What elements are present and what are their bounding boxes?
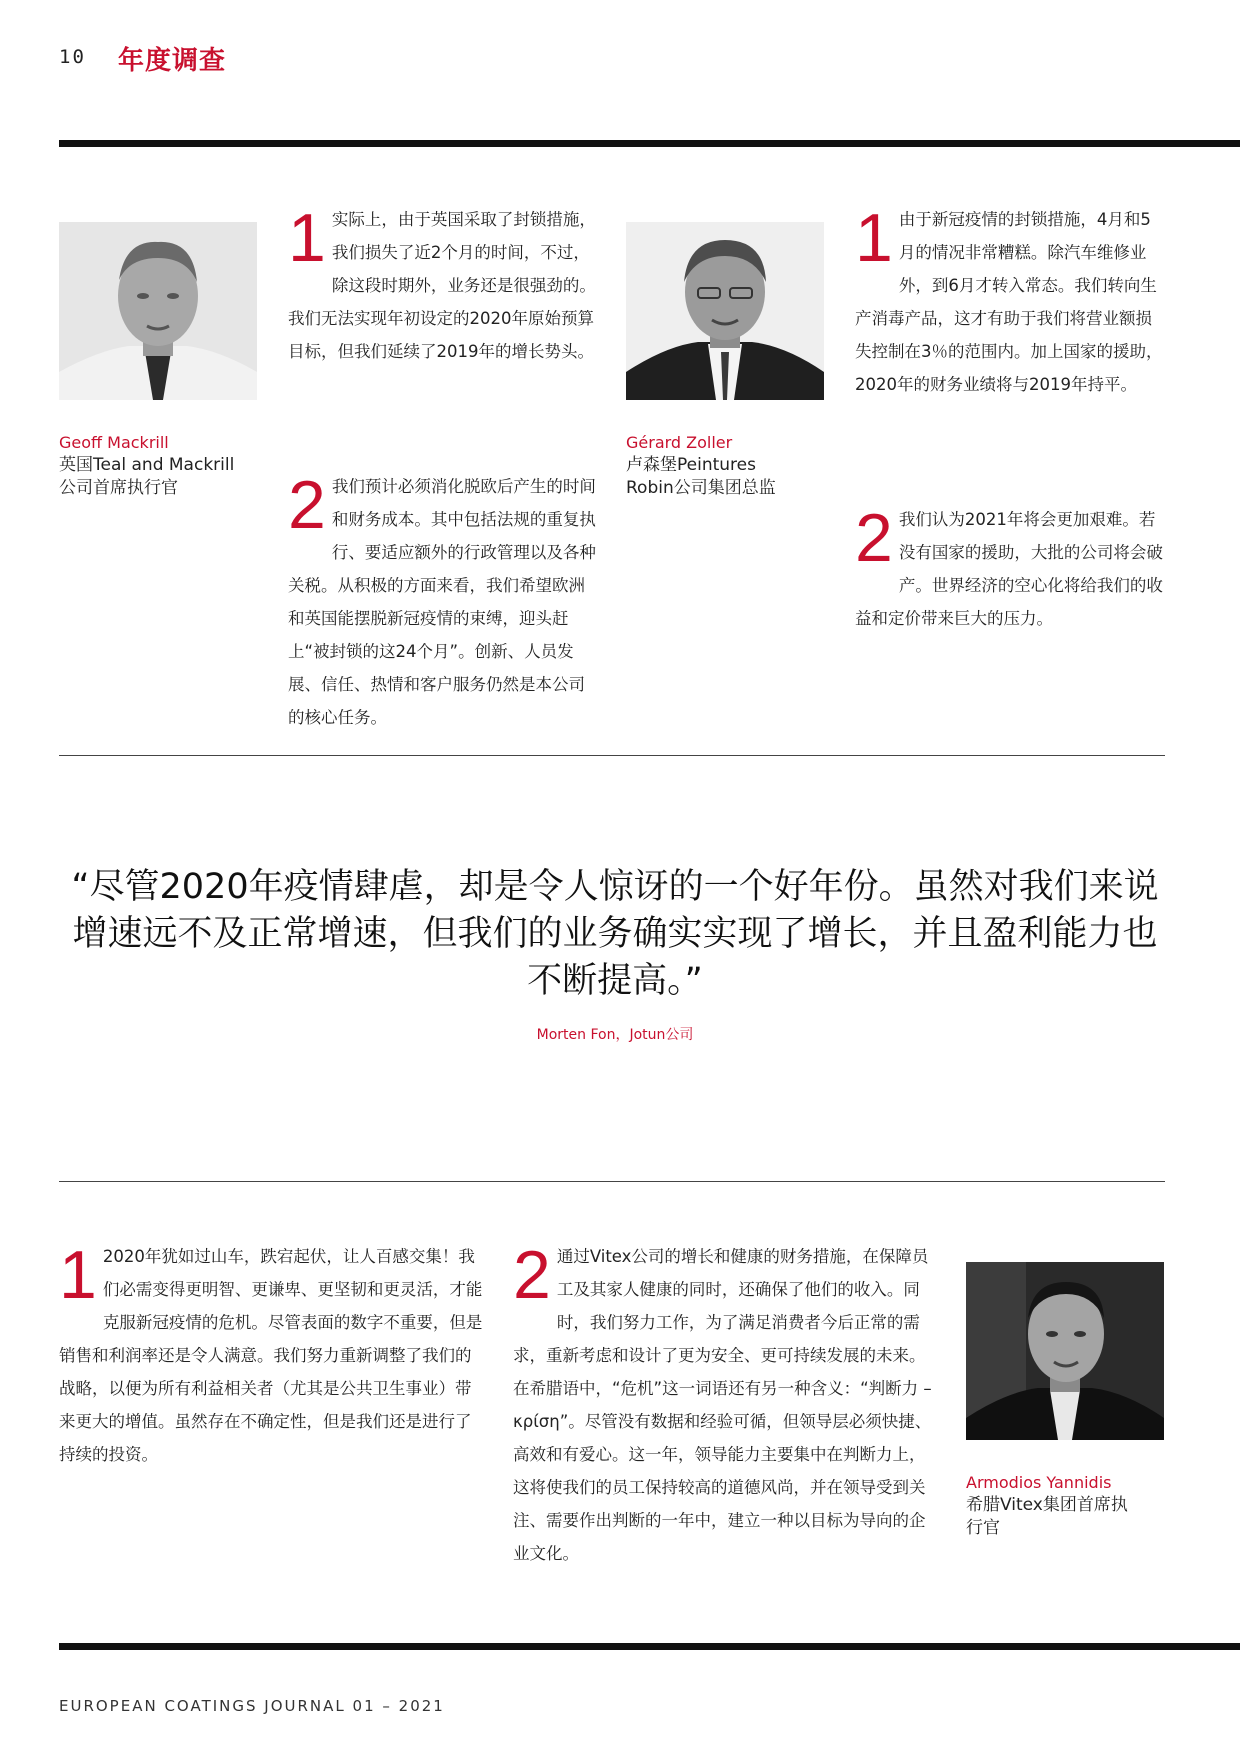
portrait-geoff-mackrill: [59, 222, 257, 400]
person-role: 行官: [966, 1518, 1000, 1538]
divider: [59, 755, 1165, 756]
answer-number: 1: [59, 1237, 97, 1313]
answer-number: 2: [855, 500, 893, 576]
person-role: Robin公司集团总监: [626, 478, 776, 498]
person-role: 希腊Vitex集团首席执: [966, 1495, 1128, 1515]
answer-block: [855, 500, 1165, 635]
person-role: 英国Teal and Mackrill: [59, 455, 235, 475]
top-rule: [59, 140, 1240, 147]
pull-quote: “尽管2020年疫情肆虐，却是令人惊讶的一个好年份。虽然对我们来说增速远不及正常增速，但我们的业务确实实现了增长，并且盈利能力也不断提高。”: [71, 867, 1159, 1001]
answer-text: 2020年犹如过山车，跌宕起伏，让人百感交集！我们必需变得更明智、更谦卑、更坚韧和更灵活，才能克服新冠疫情的危机。尽管表面的数字不重要，但是销售和利润率还是令人满意。我们努力重新调整了我们的战略，以便为所有利益相关者（尤其是公共卫生事业）带来更大的增值。虽然存在不确定性，但是我们还是进行了持续的投资。: [59, 1247, 483, 1464]
person-name: Gérard Zoller: [626, 433, 733, 452]
answer-block: [513, 1237, 941, 1570]
answer-number: 2: [288, 467, 326, 543]
journal-footer: EUROPEAN COATINGS JOURNAL 01 – 2021: [59, 1697, 445, 1715]
answer-text: 通过Vitex公司的增长和健康的财务措施，在保障员工及其家人健康的同时，还确保了他们的收入。同时，我们努力工作，为了满足消费者今后正常的需求，重新考虑和设计了更为安全、更可持续发展的未来。在希腊语中，“危机”这一词语还有另一种含义：“判断力 –κρίση”。尽管没有数据和经验可循，但领导层必须快捷、高效和有爱心。这一年，领导能力主要集中在判断力上，这将使我们的员工保持较高的道德风尚，并在领导受到关注、需要作出判断的一年中，建立一种以目标为导向的企业文化。: [513, 1247, 932, 1563]
person-name: Geoff Mackrill: [59, 433, 169, 452]
answer-text: 由于新冠疫情的封锁措施，4月和5月的情况非常糟糕。除汽车维修业外，到6月才转入常态。我们转向生产消毒产品，这才有助于我们将营业额损失控制在3％的范围内。加上国家的援助，2020年的财务业绩将与2019年持平。: [855, 210, 1163, 394]
answer-block: [288, 200, 598, 368]
divider: [59, 1181, 1165, 1182]
page-number: 10: [59, 46, 86, 68]
answer-block: [288, 467, 598, 734]
portrait-image: [59, 222, 257, 400]
person-role: 公司首席执行官: [59, 478, 178, 498]
bottom-rule: [59, 1643, 1240, 1650]
answer-text: 我们认为2021年将会更加艰难。若没有国家的援助，大批的公司将会破产。世界经济的空心化将给我们的收益和定价带来巨大的压力。: [855, 510, 1163, 628]
answer-block: [855, 200, 1165, 401]
portrait-armodios-yannidis: [966, 1262, 1164, 1440]
answer-number: 1: [855, 200, 893, 276]
portrait-image: [966, 1262, 1164, 1440]
answer-text: 实际上，由于英国采取了封锁措施，我们损失了近2个月的时间，不过，除这段时期外，业务还是很强劲的。我们无法实现年初设定的2020年原始预算目标，但我们延续了2019年的增长势头。: [288, 210, 596, 361]
portrait-image: [626, 222, 824, 400]
quote-source: Morten Fon，Jotun公司: [536, 1027, 694, 1043]
answer-number: 2: [513, 1237, 551, 1313]
person-role: 卢森堡Peintures: [626, 455, 756, 475]
answer-number: 1: [288, 200, 326, 276]
answer-block: [59, 1237, 487, 1471]
answer-text: 我们预计必须消化脱欧后产生的时间和财务成本。其中包括法规的重复执行、要适应额外的行政管理以及各种关税。从积极的方面来看，我们希望欧洲和英国能摆脱新冠疫情的束缚，迎头赶上“被封锁的这24个月”。创新、人员发展、信任、热情和客户服务仍然是本公司的核心任务。: [288, 477, 596, 727]
portrait-gerard-zoller: [626, 222, 824, 400]
section-title: 年度调查: [118, 46, 227, 76]
person-name: Armodios Yannidis: [966, 1473, 1112, 1492]
